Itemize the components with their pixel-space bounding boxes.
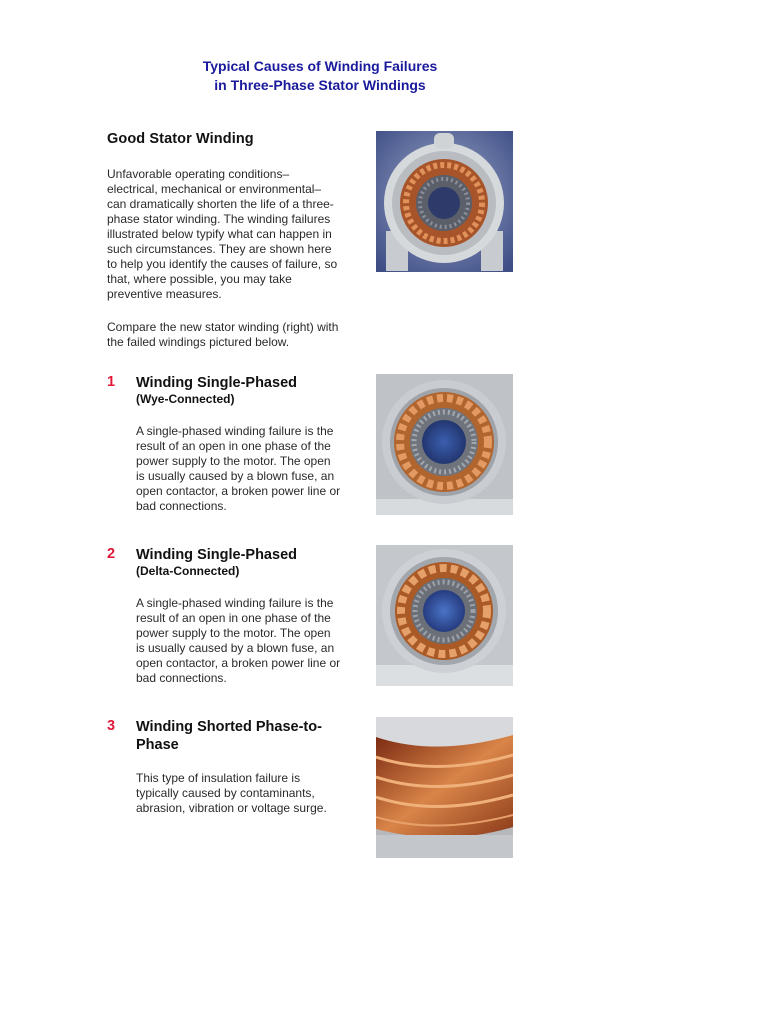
section-3-body: This type of insulation failure is typically caused by contaminants, abrasion, vibration or voltage surge. — [136, 771, 327, 815]
section-1-subtitle: (Wye-Connected) — [136, 392, 235, 406]
section-3-photo — [376, 717, 513, 858]
section-2-body: A single-phased winding failure is the result of an open in one phase of the power supply to the motor. The open is usually caused by a blown fuse, an open contactor, a broken power line or bad connections. — [136, 596, 341, 685]
compare-paragraph: Compare the new stator winding (right) with the failed windings pictured below. — [107, 320, 339, 349]
section-2-subtitle: (Delta-Connected) — [136, 564, 240, 578]
section-1-number: 1 — [107, 374, 116, 390]
section-3-title: Winding Shorted Phase-to- Phase — [136, 719, 322, 753]
intro-paragraph: Unfavorable operating conditions– electrical, mechanical or environmental– can dramatically shorten the life of a three- phase stator winding. The winding failures illustrated below typify what can happen in such circumstances. They are shown here to help you identify the causes of failure, so that, where possible, you may take preventive measures. — [107, 167, 338, 301]
section-1-photo — [376, 374, 513, 515]
section-2-title: Winding Single-Phased — [136, 547, 297, 563]
section-2-photo — [376, 545, 513, 686]
document-title-line-1: Typical Causes of Winding Failures — [202, 58, 438, 74]
document-title-line-2: in Three-Phase Stator Windings — [214, 77, 426, 93]
section-1-body: A single-phased winding failure is the result of an open in one phase of the power supply to the motor. The open is usually caused by a blown fuse, an open contactor, a broken power line or bad connections. — [136, 424, 341, 513]
section-3-number: 3 — [107, 718, 116, 734]
good-winding-heading: Good Stator Winding — [107, 131, 254, 147]
good-stator-photo — [376, 131, 513, 272]
section-1-title: Winding Single-Phased — [136, 375, 297, 391]
section-2-number: 2 — [107, 546, 116, 562]
